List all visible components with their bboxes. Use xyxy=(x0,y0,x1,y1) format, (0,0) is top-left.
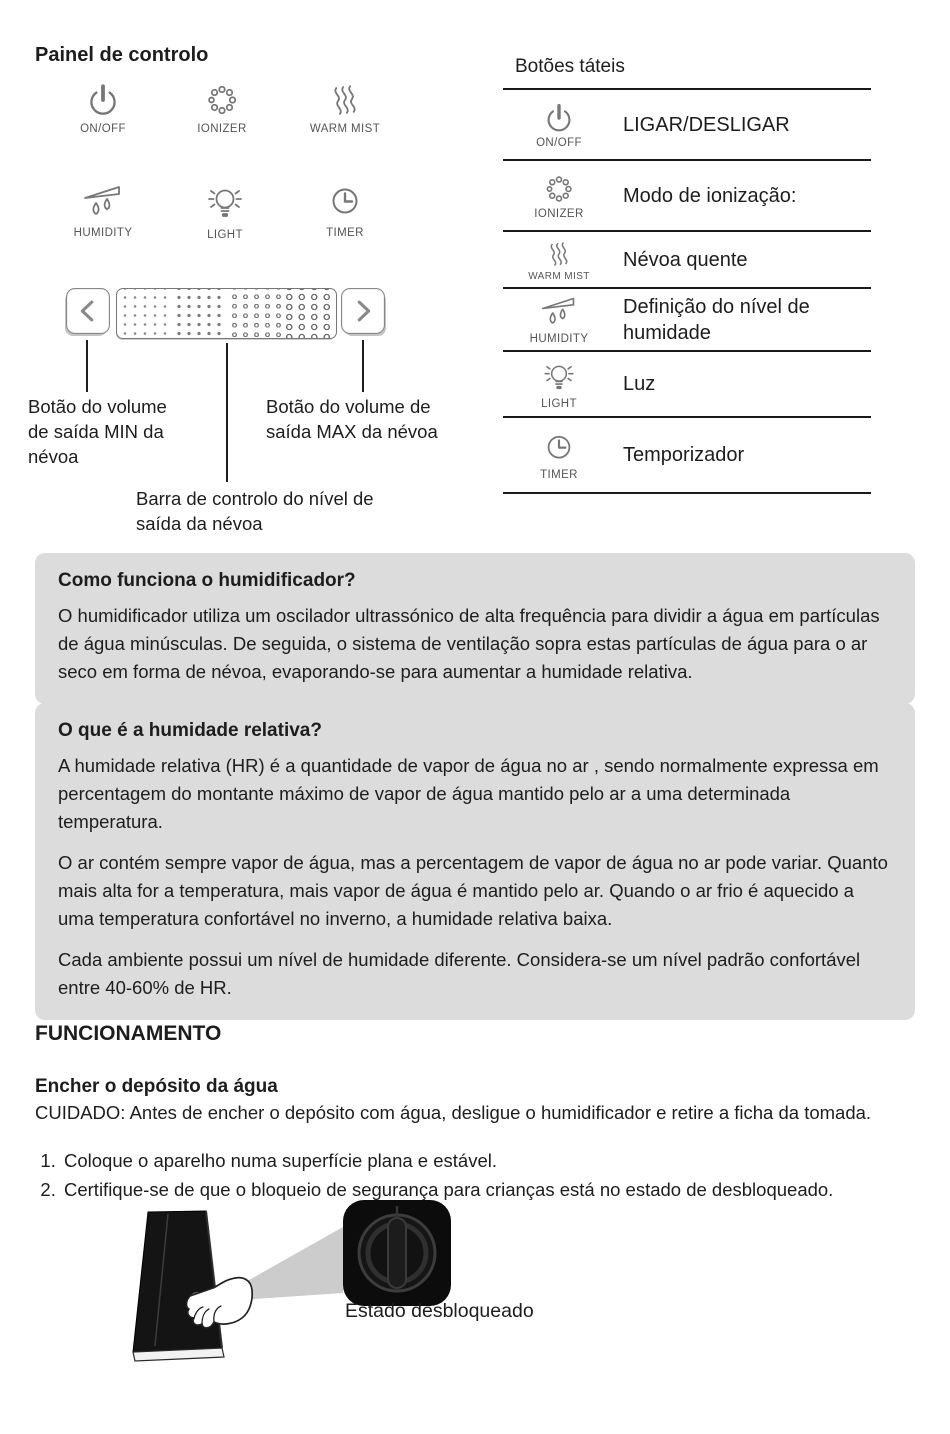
icon-caption: IONIZER xyxy=(534,208,584,220)
operation-section xyxy=(35,1022,920,1208)
chevron-right-icon xyxy=(349,297,377,325)
steps-list xyxy=(35,1150,920,1201)
row-icon-cell xyxy=(503,95,615,154)
step-item: 1. Coloque o aparelho numa superfície plana e estável. xyxy=(61,1150,920,1172)
humidity-icon xyxy=(539,294,579,332)
operation-title: FUNCIONAMENTO xyxy=(35,1022,222,1045)
timer-icon xyxy=(540,430,578,468)
mist-bar-segment xyxy=(281,289,336,338)
mist-min-button xyxy=(66,288,110,334)
info-box-title: Como funciona o humidificador? xyxy=(58,570,356,591)
mist-bar-segment xyxy=(227,289,282,338)
icon-caption: TIMER xyxy=(540,468,578,481)
table-row xyxy=(503,350,871,416)
min-button-label: Botão do volume de saída MIN da névoa xyxy=(28,396,167,467)
device-drawing xyxy=(133,1211,224,1361)
icon-caption: HUMIDITY xyxy=(529,333,589,345)
info-box-paragraph: O ar contém sempre vapor de água, mas a percentagem de vapor de água no ar pode variar. Quanto mais alta for a temperatura, mais vapor de água é mantido pelo ar. Quando o ar frio é aquecido a uma temperatura confortável no inverno, a humidade relativa baixa. xyxy=(58,852,888,929)
table-row xyxy=(503,287,871,350)
control-icon-humidity xyxy=(38,182,168,239)
max-button-label: Botão do volume de saída MAX da névoa xyxy=(266,396,438,442)
mist-bar-segment xyxy=(117,289,172,338)
ionizer-icon xyxy=(202,80,242,120)
row-icon-cell xyxy=(503,354,615,415)
control-icon-warm-mist xyxy=(280,80,410,135)
warm-mist-icon xyxy=(323,80,367,120)
row-icon-cell xyxy=(503,289,615,350)
step-item: 2. Certifique-se de que o bloqueio de segurança para crianças está no estado de desbloqueado. xyxy=(61,1179,920,1201)
power-icon xyxy=(83,80,123,120)
mist-bar-segment xyxy=(172,289,227,338)
row-label: Temporizador xyxy=(623,444,745,466)
table-row xyxy=(503,88,871,159)
table-row xyxy=(503,230,871,287)
control-icon-light xyxy=(160,182,290,241)
icon-caption: ON/OFF xyxy=(536,137,582,149)
row-icon-cell xyxy=(503,425,615,486)
light-icon xyxy=(203,182,247,226)
row-icon-cell xyxy=(503,166,615,225)
knob-callout xyxy=(343,1200,451,1306)
pointer-line xyxy=(226,343,228,482)
info-box xyxy=(35,703,915,1020)
warm-mist-icon xyxy=(540,238,578,270)
touch-buttons-title: Botões táteis xyxy=(515,56,625,77)
row-label: Definição do nível de humidade xyxy=(623,295,810,344)
info-box-paragraph: O humidificador utiliza um oscilador ultrassónico de alta frequência para dividir a água em partículas de água minúsculas. De seguida, o sistema de ventilação sopra estas partículas de água para o ar seco em forma de névoa, evaporando-se para aumentar a humidade relativa. xyxy=(58,605,880,682)
power-icon xyxy=(541,100,577,136)
row-icon-cell xyxy=(503,233,615,287)
fill-tank-subtitle: Encher o depósito da água xyxy=(35,1076,278,1097)
mist-max-button xyxy=(341,288,385,334)
touch-table xyxy=(503,88,871,494)
humidity-icon xyxy=(81,182,125,224)
ionizer-icon xyxy=(541,171,577,207)
icon-caption: IONIZER xyxy=(197,123,247,135)
table-row xyxy=(503,416,871,492)
control-panel-title: Painel de controlo xyxy=(35,44,209,66)
caution-text: CUIDADO: Antes de encher o depósito com água, desligue o humidificador e retire a ficha da tomada. xyxy=(35,1102,872,1123)
info-box xyxy=(35,553,915,704)
timer-icon xyxy=(324,182,366,224)
row-label: LIGAR/DESLIGAR xyxy=(623,113,790,136)
pointer-line xyxy=(86,340,88,392)
table-row xyxy=(503,159,871,230)
pointer-line xyxy=(362,340,364,392)
icon-caption: LIGHT xyxy=(207,229,243,241)
row-label: Névoa quente xyxy=(623,248,748,271)
mist-level-bar xyxy=(116,288,337,339)
row-label: Modo de ionização: xyxy=(623,184,797,207)
illustration-label: Estado desbloqueado xyxy=(345,1300,534,1322)
info-box-title: O que é a humidade relativa? xyxy=(58,720,322,741)
icon-caption: ON/OFF xyxy=(80,123,126,135)
bar-label: Barra de controlo do nível de saída da névoa xyxy=(136,488,374,534)
info-box-paragraph: Cada ambiente possui um nível de humidade diferente. Considera-se um nível padrão confortável entre 40-60% de HR. xyxy=(58,949,861,998)
icon-caption: WARM MIST xyxy=(528,270,590,282)
control-icon-ionizer xyxy=(157,80,287,135)
chevron-left-icon xyxy=(74,297,102,325)
icon-caption: TIMER xyxy=(326,227,364,239)
control-icon-timer xyxy=(280,182,410,239)
touch-buttons-section xyxy=(503,56,871,494)
icon-caption: LIGHT xyxy=(541,397,577,410)
control-icon-onoff xyxy=(38,80,168,135)
icon-caption: HUMIDITY xyxy=(73,227,133,239)
unlock-illustration xyxy=(110,1196,460,1376)
light-icon xyxy=(540,359,578,397)
info-box-paragraph: A humidade relativa (HR) é a quantidade de vapor de água no ar , sendo normalmente expressa em percentagem do montante máximo de vapor de água mantido pelo ar a uma determinada temperatura. xyxy=(58,755,879,832)
row-label: Luz xyxy=(623,373,656,395)
icon-caption: WARM MIST xyxy=(309,123,381,135)
